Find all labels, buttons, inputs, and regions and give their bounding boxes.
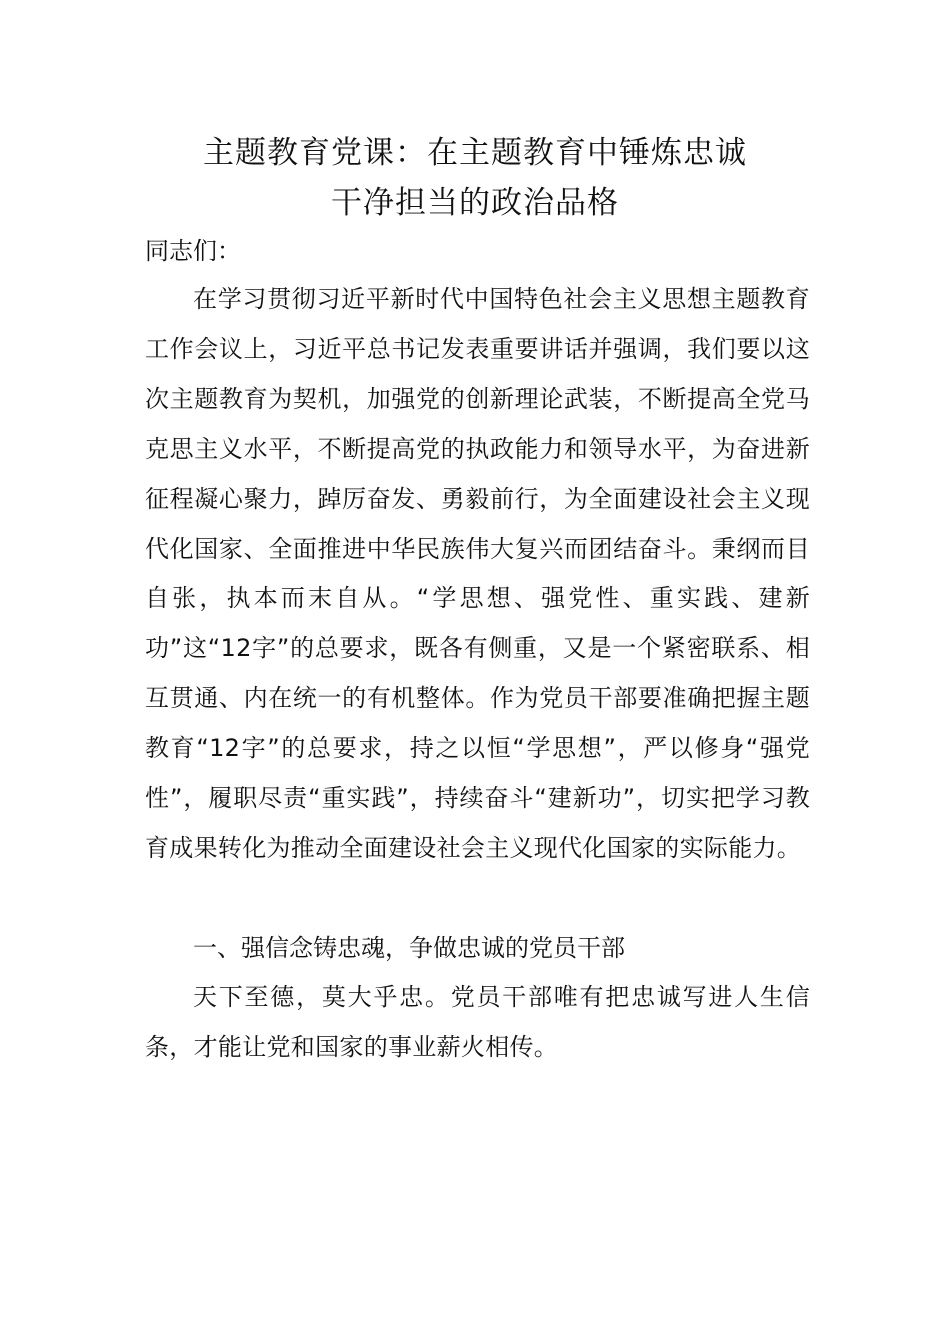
section-heading: 一、强信念铸忠魂，争做忠诚的党员干部 <box>193 934 625 962</box>
document-title-line-1: 主题教育党课：在主题教育中锤炼忠诚 <box>203 135 747 171</box>
document-title-line-2: 干净担当的政治品格 <box>331 185 619 221</box>
body-paragraph: 在学习贯彻习近平新时代中国特色社会主义思想主题教育工作会议上，习近平总书记发表重要讲话并强调，我们要以这次主题教育为契机，加强党的创新理论武装，不断提高全党马克思主义水平，不断提高党的执政能力和领导水平，为奋进新征程凝心聚力，踔厉奋发、勇毅前行，为全面建设社会主义现代化国家、全面推进中华民族伟大复兴而团结奋斗。秉纲而目自张，执本而末自从。“学思想、强党性、重实践、建新功”这“12字”的总要求，既各有侧重，又是一个紧密联系、相互贯通、内在统一的有机整体。作为党员干部要准确把握主题教育“12字”的总要求，持之以恒“学思想”，严以修身“强党性”，履职尽责“重实践”，持续奋斗“建新功”，切实把学习教育成果转化为推动全面建设社会主义现代化国家的实际能力。 <box>145 285 810 862</box>
salutation: 同志们： <box>145 237 241 265</box>
body-paragraph: 天下至德，莫大乎忠。党员干部唯有把忠诚写进人生信条，才能让党和国家的事业薪火相传。 <box>145 983 810 1061</box>
